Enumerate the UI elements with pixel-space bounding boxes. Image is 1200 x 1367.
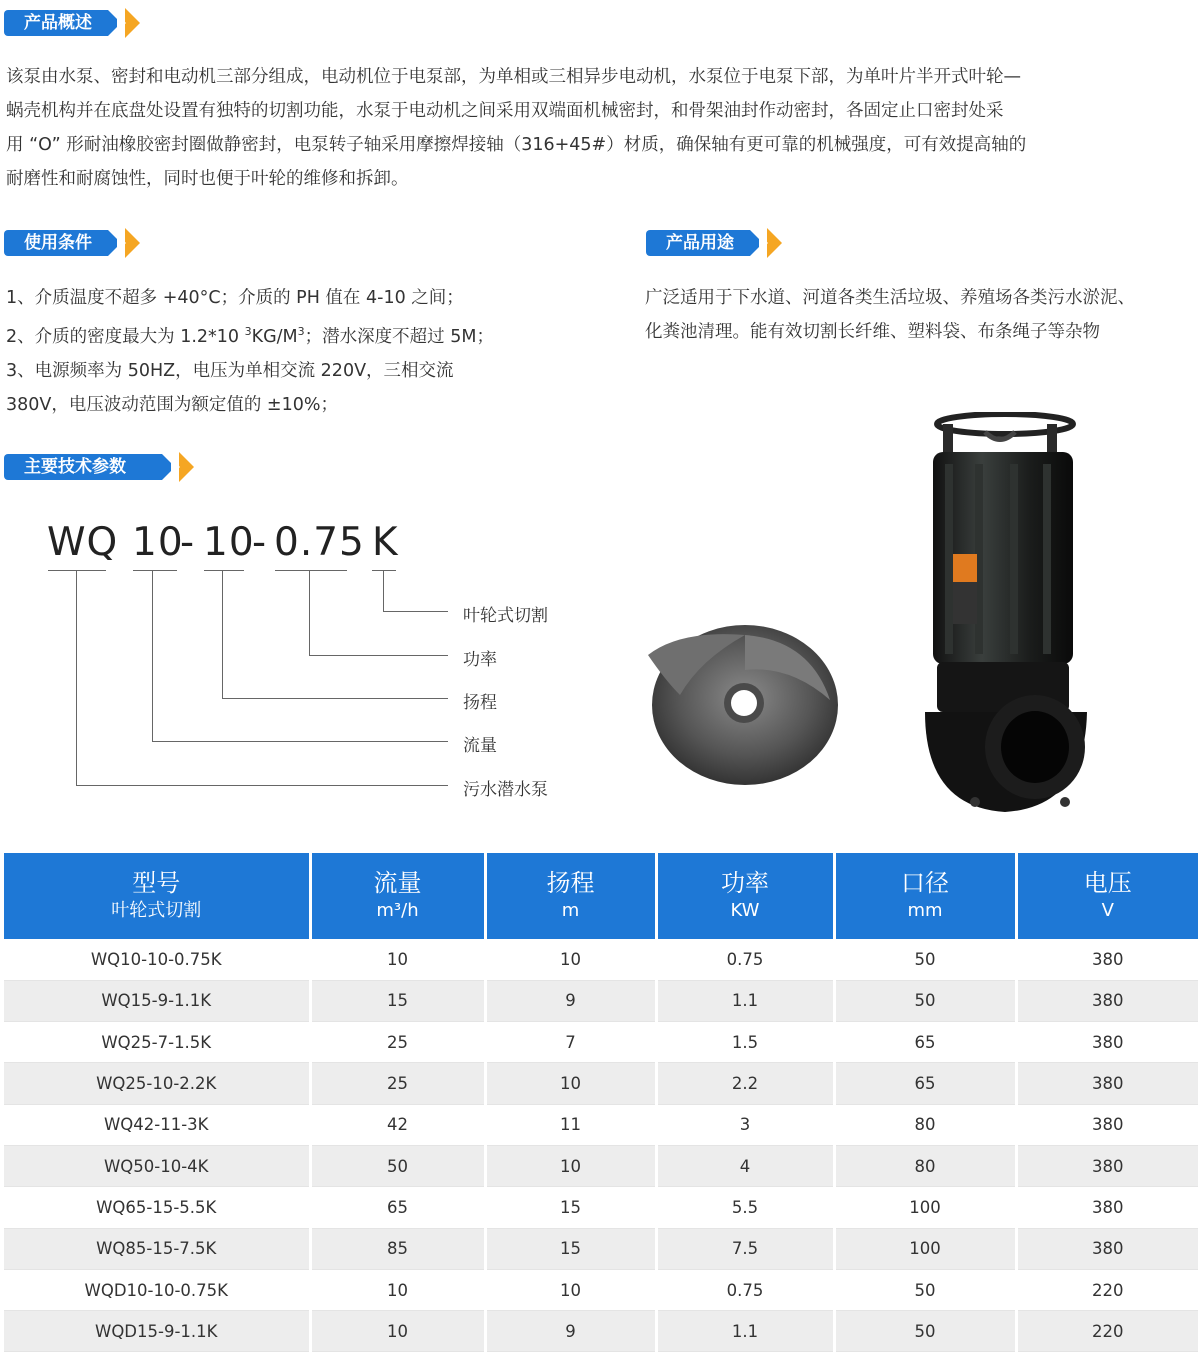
table-cell: 10 [485,939,656,980]
chevron-icon [179,452,194,482]
code-label-power: 功率 [463,650,497,670]
connector-line [383,570,384,612]
table-cell: 10 [485,1269,656,1310]
table-cell: 85 [310,1228,485,1269]
table-row [4,1311,1198,1352]
table-row [4,1228,1198,1269]
header-power: 功率 KW [656,853,834,939]
table-cell: WQD10-10-0.75K [4,1269,310,1310]
chevron-icon [767,228,782,258]
table-cell: 50 [834,980,1016,1021]
connector-line [309,655,448,656]
table-cell: 380 [1016,939,1198,980]
underline [48,570,106,571]
chevron-icon [125,228,140,258]
header-voltage: 电压 V [1016,853,1198,939]
table-cell: 7 [485,1022,656,1063]
connector-line [309,570,310,656]
impeller-image [640,625,840,790]
table-cell: WQ25-10-2.2K [4,1063,310,1104]
table-cell: 1.1 [656,1311,834,1352]
condition-line: 380V，电压波动范围为额定值的 ±10%； [6,394,338,415]
table-header-row [4,853,1198,939]
section-tag-label: 产品用途 [646,230,750,256]
table-cell: WQ25-7-1.5K [4,1022,310,1063]
table-row [4,1022,1198,1063]
section-tag-conditions [0,225,150,259]
table-cell: 15 [310,980,485,1021]
table-cell: WQ65-15-5.5K [4,1187,310,1228]
table-cell: 2.2 [656,1063,834,1104]
table-cell: 5.5 [656,1187,834,1228]
condition-line: 3、电源频率为 50HZ，电压为单相交流 220V，三相交流 [6,360,454,381]
usage-text [645,281,1135,349]
table-row [4,1269,1198,1310]
table-row [4,939,1198,980]
connector-line [222,570,223,699]
table-cell: 380 [1016,1228,1198,1269]
table-cell: 80 [834,1104,1016,1145]
code-label-type: 污水潜水泵 [463,780,548,800]
table-cell: 7.5 [656,1228,834,1269]
table-cell: 25 [310,1022,485,1063]
header-flow: 流量 m³/h [310,853,485,939]
table-row [4,1145,1198,1186]
table-row [4,1063,1198,1104]
code-label-cutting: 叶轮式切割 [463,606,548,626]
table-cell: WQ15-9-1.1K [4,980,310,1021]
connector-line [76,570,77,786]
model-code-part-head: 10 [203,520,255,565]
model-code-part-type: WQ [47,520,119,565]
table-cell: WQ85-15-7.5K [4,1228,310,1269]
table-cell: 50 [834,939,1016,980]
table-cell: 1.1 [656,980,834,1021]
condition-line: 1、介质温度不超多 +40°C；介质的 PH 值在 4-10 之间； [6,288,464,308]
table-cell: 80 [834,1145,1016,1186]
table-cell: 9 [485,980,656,1021]
underline [372,570,396,571]
underline [133,570,177,571]
table-cell: 15 [485,1228,656,1269]
model-code-part-flow: 10 [132,520,184,565]
table-cell: 0.75 [656,1269,834,1310]
table-cell: 50 [310,1145,485,1186]
table-row [4,980,1198,1021]
table-cell: 10 [485,1145,656,1186]
overview-line: 用 “O” 形耐油橡胶密封圈做静密封，电泵转子轴采用摩擦焊接轴（316+45#）材质，确保轴有更可靠的机械强度，可有效提高轴的 [6,135,1027,155]
table-cell: 100 [834,1228,1016,1269]
table-cell: WQ10-10-0.75K [4,939,310,980]
table-cell: 220 [1016,1269,1198,1310]
connector-line [383,611,448,612]
overview-text [6,60,1026,196]
table-cell: 65 [834,1063,1016,1104]
table-cell: 25 [310,1063,485,1104]
table-cell: 50 [834,1311,1016,1352]
table-cell: 380 [1016,1063,1198,1104]
table-cell: 42 [310,1104,485,1145]
table-cell: 3 [656,1104,834,1145]
section-tag-label: 主要技术参数 [4,454,162,480]
overview-line: 蜗壳机构并在底盘处设置有独特的切割功能，水泵于电动机之间采用双端面机械密封，和骨架油封作动密封，各固定止口密封处采 [6,101,1004,121]
table-cell: 15 [485,1187,656,1228]
table-cell: 380 [1016,1022,1198,1063]
conditions-text [6,281,494,422]
table-cell: 0.75 [656,939,834,980]
header-diameter: 口径 mm [834,853,1016,939]
section-tag-label: 产品概述 [4,10,108,36]
table-cell: 4 [656,1145,834,1186]
table-cell: 11 [485,1104,656,1145]
header-head: 扬程 m [485,853,656,939]
code-label-flow: 流量 [463,736,497,756]
table-cell: 380 [1016,1145,1198,1186]
model-code-part-cutting: K [372,520,399,565]
model-code-part-power: 0.75 [274,520,365,565]
table-cell: WQD15-9-1.1K [4,1311,310,1352]
section-tag-overview [0,5,150,39]
model-code-dash: - [180,520,196,565]
underline [204,570,244,571]
table-cell: 380 [1016,1187,1198,1228]
table-cell: 10 [310,939,485,980]
table-cell: 380 [1016,980,1198,1021]
header-model: 型号 叶轮式切割 [4,853,310,939]
table-cell: 380 [1016,1104,1198,1145]
table-cell: 220 [1016,1311,1198,1352]
table-cell: 65 [310,1187,485,1228]
table-cell: 9 [485,1311,656,1352]
chevron-icon [125,8,140,38]
table-cell: WQ42-11-3K [4,1104,310,1145]
table-cell: 10 [310,1269,485,1310]
table-cell: 10 [310,1311,485,1352]
connector-line [222,698,448,699]
table-cell: 65 [834,1022,1016,1063]
table-row [4,1104,1198,1145]
condition-line: 2、介质的密度最大为 1.2*10 $^3KG/M^3$；潜水深度不超过 5M； [6,325,494,347]
model-code-dash: - [252,520,268,565]
code-label-head: 扬程 [463,693,497,713]
section-tag-usage [642,225,792,259]
connector-line [152,741,448,742]
underline [275,570,347,571]
table-cell: 1.5 [656,1022,834,1063]
spec-table [4,853,1198,1352]
usage-line: 广泛适用于下水道、河道各类生活垃圾、养殖场各类污水淤泥、 [645,288,1135,308]
table-cell: WQ50-10-4K [4,1145,310,1186]
connector-line [152,570,153,742]
overview-line: 该泵由水泵、密封和电动机三部分组成，电动机位于电泵部，为单相或三相异步电动机，水泵位于电泵下部，为单叶片半开式叶轮— [6,67,1021,87]
section-tag-label: 使用条件 [4,230,108,256]
section-tag-params [0,449,200,483]
table-row [4,1187,1198,1228]
connector-line [76,785,448,786]
pump-image [915,412,1095,820]
usage-line: 化粪池清理。能有效切割长纤维、塑料袋、布条绳子等杂物 [645,322,1100,342]
table-cell: 100 [834,1187,1016,1228]
overview-line: 耐磨性和耐腐蚀性，同时也便于叶轮的维修和拆卸。 [6,169,409,189]
table-cell: 10 [485,1063,656,1104]
table-cell: 50 [834,1269,1016,1310]
